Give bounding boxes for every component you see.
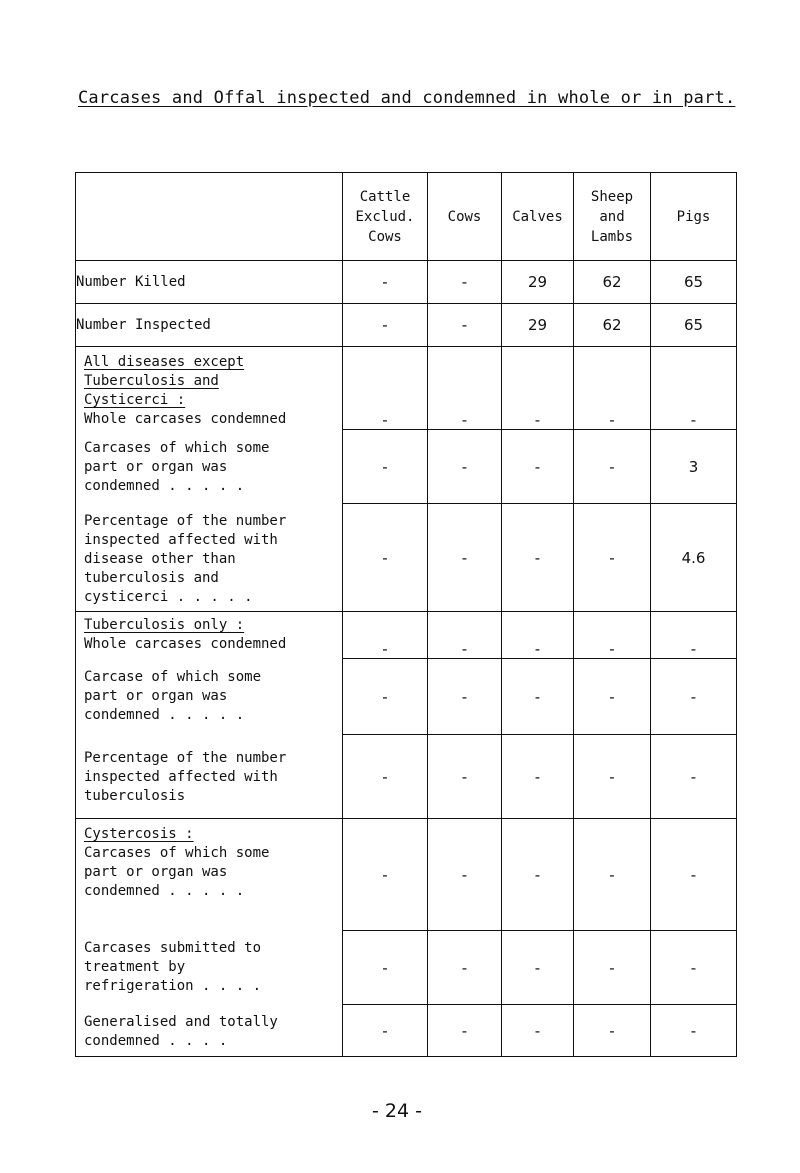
table-cell: - (502, 612, 574, 659)
table-cell: - (651, 1005, 737, 1057)
table-cell: - (502, 819, 574, 931)
table-row (76, 261, 737, 304)
table-cell: 62 (574, 304, 651, 347)
page-title: Carcases and Offal inspected and condemned in whole or in part. (78, 88, 736, 108)
header-sheep: Sheep and Lambs (574, 173, 651, 261)
table-cell: 62 (574, 261, 651, 304)
table-cell: - (574, 931, 651, 1005)
header-blank (76, 173, 343, 261)
table-cell: - (343, 931, 428, 1005)
table-cell: - (343, 304, 428, 347)
header-cattle: Cattle Exclud. Cows (343, 173, 428, 261)
table-cell: - (574, 659, 651, 735)
table-row (76, 612, 737, 659)
group-tuberculosis: Tuberculosis only : Whole carcases condemned Carcase of which some part or organ was condemned . . . . . Percentage of the number inspected affected with tuberculosis (76, 612, 343, 819)
table-cell: 29 (502, 304, 574, 347)
table-cell: - (502, 931, 574, 1005)
table-cell: - (651, 819, 737, 931)
table-cell: - (428, 261, 502, 304)
table-cell: - (502, 430, 574, 504)
table-cell: - (574, 1005, 651, 1057)
table-cell: - (651, 612, 737, 659)
table-cell: - (651, 347, 737, 430)
table-cell: - (343, 612, 428, 659)
table-cell: - (428, 612, 502, 659)
table-cell: - (574, 347, 651, 430)
header-cows: Cows (428, 173, 502, 261)
table-cell: - (343, 735, 428, 819)
table-cell: 65 (651, 304, 737, 347)
table-cell: - (428, 931, 502, 1005)
table-cell: - (574, 504, 651, 612)
table-row (76, 819, 737, 931)
table-cell: 29 (502, 261, 574, 304)
table-cell: - (574, 430, 651, 504)
table-cell: - (428, 659, 502, 735)
table-cell: - (651, 931, 737, 1005)
table-cell: - (428, 735, 502, 819)
inspection-table (75, 172, 737, 1057)
header-calves: Calves (502, 173, 574, 261)
table-cell: - (343, 819, 428, 931)
row-label: Number Killed (76, 261, 343, 304)
table-cell: - (343, 659, 428, 735)
table-cell: - (428, 819, 502, 931)
table-row (76, 304, 737, 347)
header-row (76, 173, 737, 261)
table-cell: - (343, 261, 428, 304)
table-cell: - (502, 1005, 574, 1057)
table-cell: 65 (651, 261, 737, 304)
table-cell: - (574, 819, 651, 931)
row-label: Number Inspected (76, 304, 343, 347)
group-all-diseases: All diseases except Tuberculosis and Cysticerci : Whole carcases condemned Carcases of which some part or organ was condemned . . . . . Percentage of the number inspected affected with disease other than tuberculosis and cysticerci . . . . . (76, 347, 343, 612)
table-cell: - (343, 504, 428, 612)
table-cell: - (428, 430, 502, 504)
header-pigs: Pigs (651, 173, 737, 261)
table-cell: 4.6 (651, 504, 737, 612)
table-row (76, 347, 737, 430)
table-cell: 3 (651, 430, 737, 504)
table-cell: - (428, 304, 502, 347)
table-cell: - (343, 1005, 428, 1057)
table-cell: - (574, 612, 651, 659)
table-cell: - (502, 347, 574, 430)
table-cell: - (651, 659, 737, 735)
table-cell: - (651, 735, 737, 819)
table-cell: - (428, 1005, 502, 1057)
page-number: - 24 - (372, 1100, 422, 1122)
table-cell: - (428, 504, 502, 612)
table-cell: - (502, 735, 574, 819)
table-cell: - (343, 430, 428, 504)
table-cell: - (502, 659, 574, 735)
table-cell: - (343, 347, 428, 430)
table-cell: - (574, 735, 651, 819)
table-cell: - (502, 504, 574, 612)
group-cystercosis: Cystercosis : Carcases of which some part or organ was condemned . . . . . Carcases submitted to treatment by refrigeration . . . . Generalised and totally condemned . . . . (76, 819, 343, 1057)
table-cell: - (428, 347, 502, 430)
